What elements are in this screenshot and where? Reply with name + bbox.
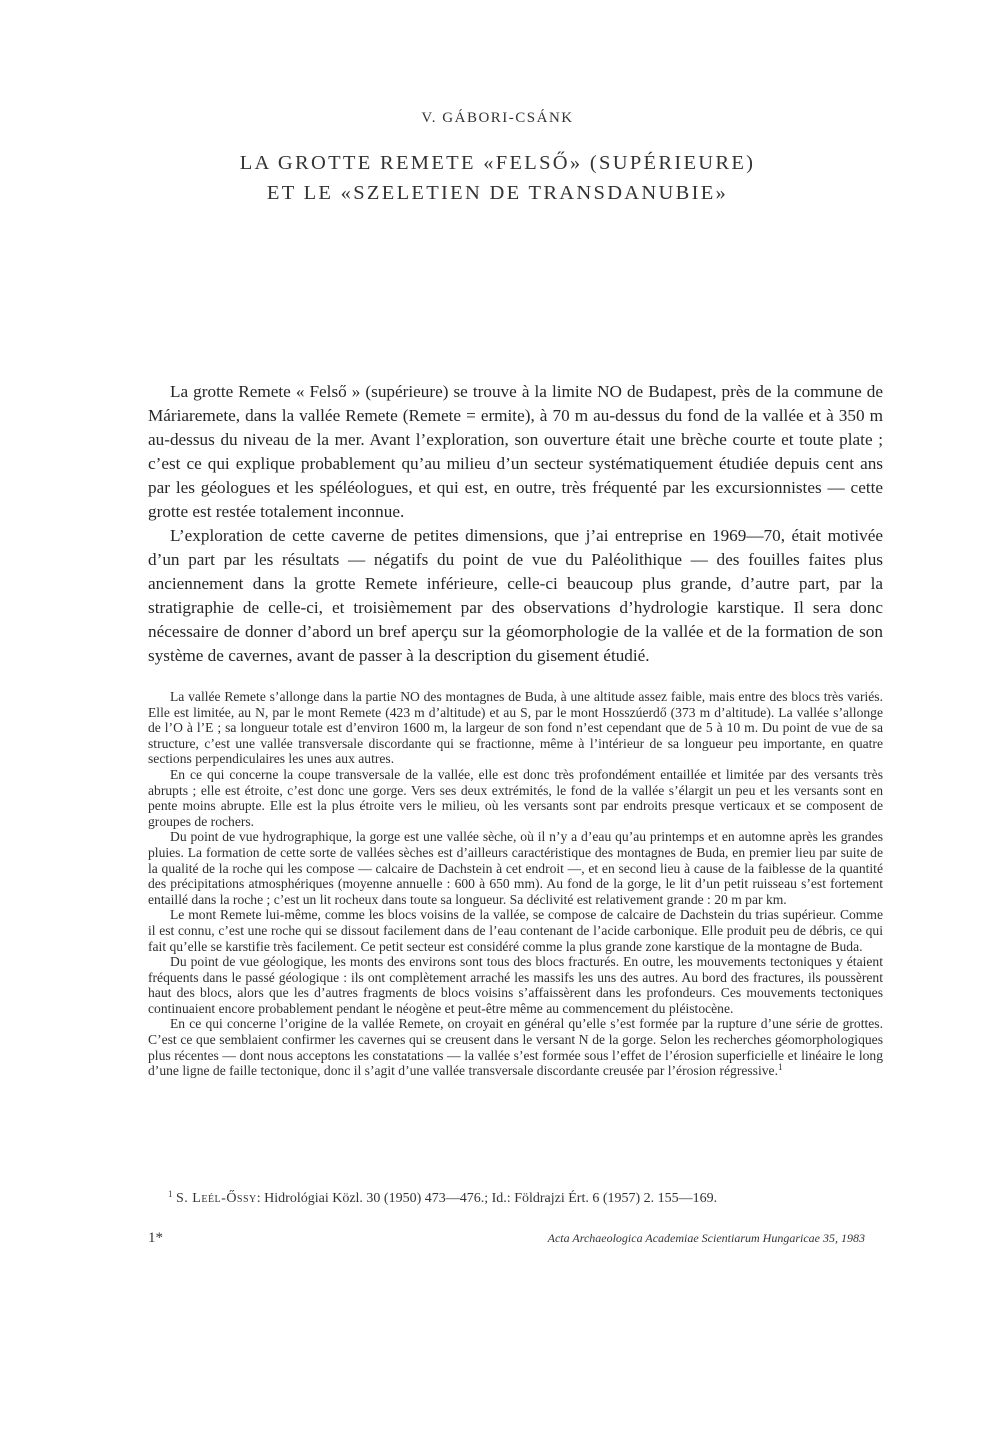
author: V. GÁBORI-CSÁNK xyxy=(421,110,574,126)
main-text xyxy=(148,380,883,668)
footnote-author: S. Leél-Őssy xyxy=(176,1191,257,1206)
title-line-2: ET LE «SZELETIEN DE TRANSDANUBIE» xyxy=(266,182,729,204)
footnote-text: : Hidrológiai Közl. 30 (1950) 473—476.; Id.: Földrajzi Ért. 6 (1957) 2. 155—169. xyxy=(256,1191,718,1206)
article-title xyxy=(0,148,995,208)
small-paragraph: En ce qui concerne la coupe transversale de la vallée, elle est donc très profondément entaillée et limitée par des versants très abrupts ; elle est étroite, c’est donc une gorge. Vers ses deux extrémités, le fond de la vallée s’élargit un peu et les versants sont en pente moins abrupte. Elle est la plus étroite vers le milieu, où les versants sont par endroits presque verticaux et se composent de groupes de rochers. xyxy=(148,766,883,829)
title-line-1: LA GROTTE REMETE «FELSŐ» (SUPÉRIEURE) xyxy=(239,152,756,174)
small-print-text xyxy=(148,689,883,1079)
main-paragraph: La grotte Remete « Felső » (supérieure) se trouve à la limite NO de Budapest, près de la commune de Máriaremete, dans la vallée Remete (Remete = ermite), à 70 m au-dessus du fond de la vallée et à 350 m au-dessus du niveau de la mer. Avant l’exploration, son ouverture était une brèche courte et toute plate ; c’est ce qui explique probablement qu’au milieu d’un secteur systématiquement étudiée depuis cent ans par les géologues et les spéléologues, et qui est, en outre, très fréquenté par les excursionnistes — cette grotte est restée totalement inconnue. xyxy=(148,382,883,521)
footnote-reference: 1 xyxy=(777,1062,783,1073)
footnote-marker: 1 xyxy=(168,1189,173,1199)
small-paragraph: Du point de vue hydrographique, la gorge est une vallée sèche, où il n’y a d’eau qu’au printemps et en automne après les grandes pluies. La formation de cette sorte de vallées sèches est d’ailleurs caractéristique des montagnes de Buda, en premier lieu par suite de la qualité de la roche qui les compose — calcaire de Dachstein à cet endroit —, et en second lieu à cause de la faiblesse de la quantité des précipitations atmosphériques (moyenne annuelle : 600 à 650 mm). Au fond de la gorge, le lit d’un petit ruisseau s’est fortement entaillé dans la roche ; c’est un lit rocheux dans toute sa longueur. Sa déclivité est relativement grande : 20 m par km. xyxy=(148,829,883,907)
small-paragraph: Le mont Remete lui-même, comme les blocs voisins de la vallée, se compose de calcaire de Dachstein du trias supérieur. Comme il est connu, c’est une roche qui se dissout facilement dans de l’eau contenant de l’acide carbonique. Elle produit peu de débris, ce qui fait qu’elle se karstifie très facilement. Ce petit secteur est considéré comme la plus grande zone karstique de la montagne de Buda. xyxy=(148,907,883,954)
small-paragraph-text: En ce qui concerne l’origine de la vallée Remete, on croyait en général qu’elle s’est formée par la rupture d’une série de grottes. C’est ce que semblaient confirmer les cavernes qui se creusent dans le versant N de la gorge. Selon les recherches géomorphologiques plus récentes — dont nous acceptons les constatations — la vallée s’est formée sous l’effet de l’érosion superficielle et linéaire le long d’une ligne de faille tectonique, donc il s’agit d’une vallée transversale discordante creusée par l’érosion régressive. xyxy=(148,1016,883,1079)
footnote xyxy=(168,1190,883,1208)
small-paragraph: Du point de vue géologique, les monts des environs sont tous des blocs fracturés. En outre, les mouvements tectoniques y étaient fréquents dans le passé géologique : ils ont complètement arraché les massifs les uns des autres. Au bord des fractures, ils poussèrent haut des blocs, alors que les d’autres fragments de blocs voisins s’affaissèrent dans les profondeurs. Ces mouvements tectoniques continuaient encore probablement pendant le néogène et peut-être même au commencement du pléistocène. xyxy=(148,954,883,1016)
small-paragraph: La vallée Remete s’allonge dans la partie NO des montagnes de Buda, à une altitude assez faible, mais entre des blocs très variés. Elle est limitée, au N, par le mont Remete (423 m d’altitude) et au S, par le mont Hosszúerdő (373 m d’altitude). La vallée s’allonge de l’O à l’E ; sa longueur totale est d’environ 1600 m, la largeur de son fond n’est cependant que de 5 à 10 m. Du point de vue de sa structure, c’est une vallée transversale discordante qui se fractionne, même à l’intérieur de sa longueur peu importante, en quatre sections perpendiculaires les unes aux autres. xyxy=(148,689,883,767)
journal-citation: Acta Archaeologica Academiae Scientiarum Hungaricae 35, 1983 xyxy=(547,1231,865,1245)
main-paragraph: L’exploration de cette caverne de petites dimensions, que j’ai entreprise en 1969—70, était motivée d’un part par les résultats — négatifs du point de vue du Paléolithique — des fouilles faites plus anciennement dans la grotte Remete inférieure, celle-ci beaucoup plus grande, d’autre part, par la stratigraphie de celle-ci, et troisièmement par des observations d’hydrologie karstique. Il sera donc nécessaire de donner d’abord un bref aperçu sur la géomorphologie de la vallée et de la formation de son système de cavernes, avant de passer à la description du gisement étudié. xyxy=(148,526,883,665)
small-paragraph xyxy=(148,1016,883,1078)
page-folio: 1* xyxy=(148,1230,163,1246)
